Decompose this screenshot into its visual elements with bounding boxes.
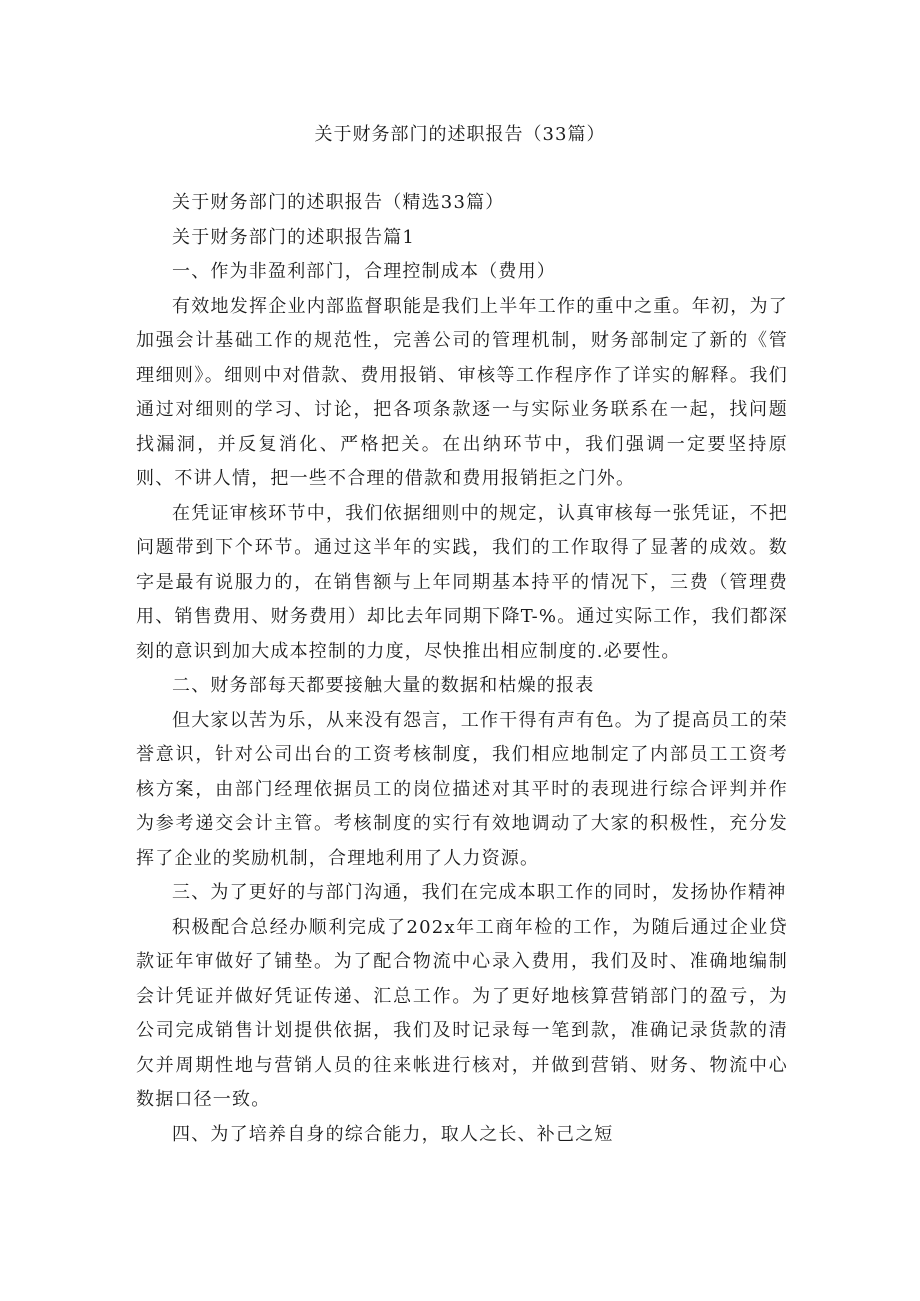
paragraph-subtitle: 关于财务部门的述职报告（精选33篇） (172, 192, 505, 213)
paragraph-body: 但大家以苦为乐，从来没有怨言，工作干得有声有色。为了提高员工的荣誉意识，针对公司出台的工资考核制度，我们相应地制定了内部员工工资考核方案，由部门经理依据员工的岗位描述对其平时的表现进行综合评判并作为参考递交会计主管。考核制度的实行有效地调动了大家的积极性，充分发挥了企业的奖励机制，合理地利用了人力资源。 (136, 709, 788, 869)
paragraph-body: 在凭证审核环节中，我们依据细则中的规定，认真审核每一张凭证，不把问题带到下个环节。通过这半年的实践，我们的工作取得了显著的成效。数字是最有说服力的，在销售额与上年同期基本持平的情况下，三费（管理费用、销售费用、财务费用）却比去年同期下降T-%。通过实际工作，我们都深刻的意识到加大成本控制的力度，尽快推出相应制度的.必要性。 (136, 502, 788, 662)
paragraph-heading-3: 三、为了更好的与部门沟通，我们在完成本职工作的同时，发扬协作精神 (172, 882, 787, 903)
document-title: 关于财务部门的述职报告（33篇） (314, 124, 606, 145)
paragraph-heading-4: 四、为了培养自身的综合能力，取人之长、补己之短 (172, 1123, 614, 1145)
document-body (136, 186, 788, 1152)
paragraph-heading-2: 二、财务部每天都要接触大量的数据和枯燥的报表 (172, 675, 595, 696)
paragraph-body: 积极配合总经办顺利完成了202x年工商年检的工作，为随后通过企业贷款证年审做好了铺垫。为了配合物流中心录入费用，我们及时、准确地编制会计凭证并做好凭证传递、汇总工作。为了更好地核算营销部门的盈亏，为公司完成销售计划提供依据，我们及时记录每一笔到款，准确记录货款的清欠并周期性地与营销人员的往来帐进行核对，并做到营销、财务、物流中心数据口径一致。 (136, 916, 788, 1110)
paragraph-section-title: 关于财务部门的述职报告篇1 (172, 226, 416, 248)
paragraph-heading-1: 一、作为非盈利部门，合理控制成本（费用） (172, 261, 556, 282)
paragraph-body: 有效地发挥企业内部监督职能是我们上半年工作的重中之重。年初，为了加强会计基础工作的规范性，完善公司的管理机制，财务部制定了新的《管理细则》。细则中对借款、费用报销、审核等工作程序作了详实的解释。我们通过对细则的学习、讨论，把各项条款逐一与实际业务联系在一起，找问题找漏洞，并反复消化、严格把关。在出纳环节中，我们强调一定要坚持原则、不讲人情，把一些不合理的借款和费用报销拒之门外。 (136, 295, 788, 489)
